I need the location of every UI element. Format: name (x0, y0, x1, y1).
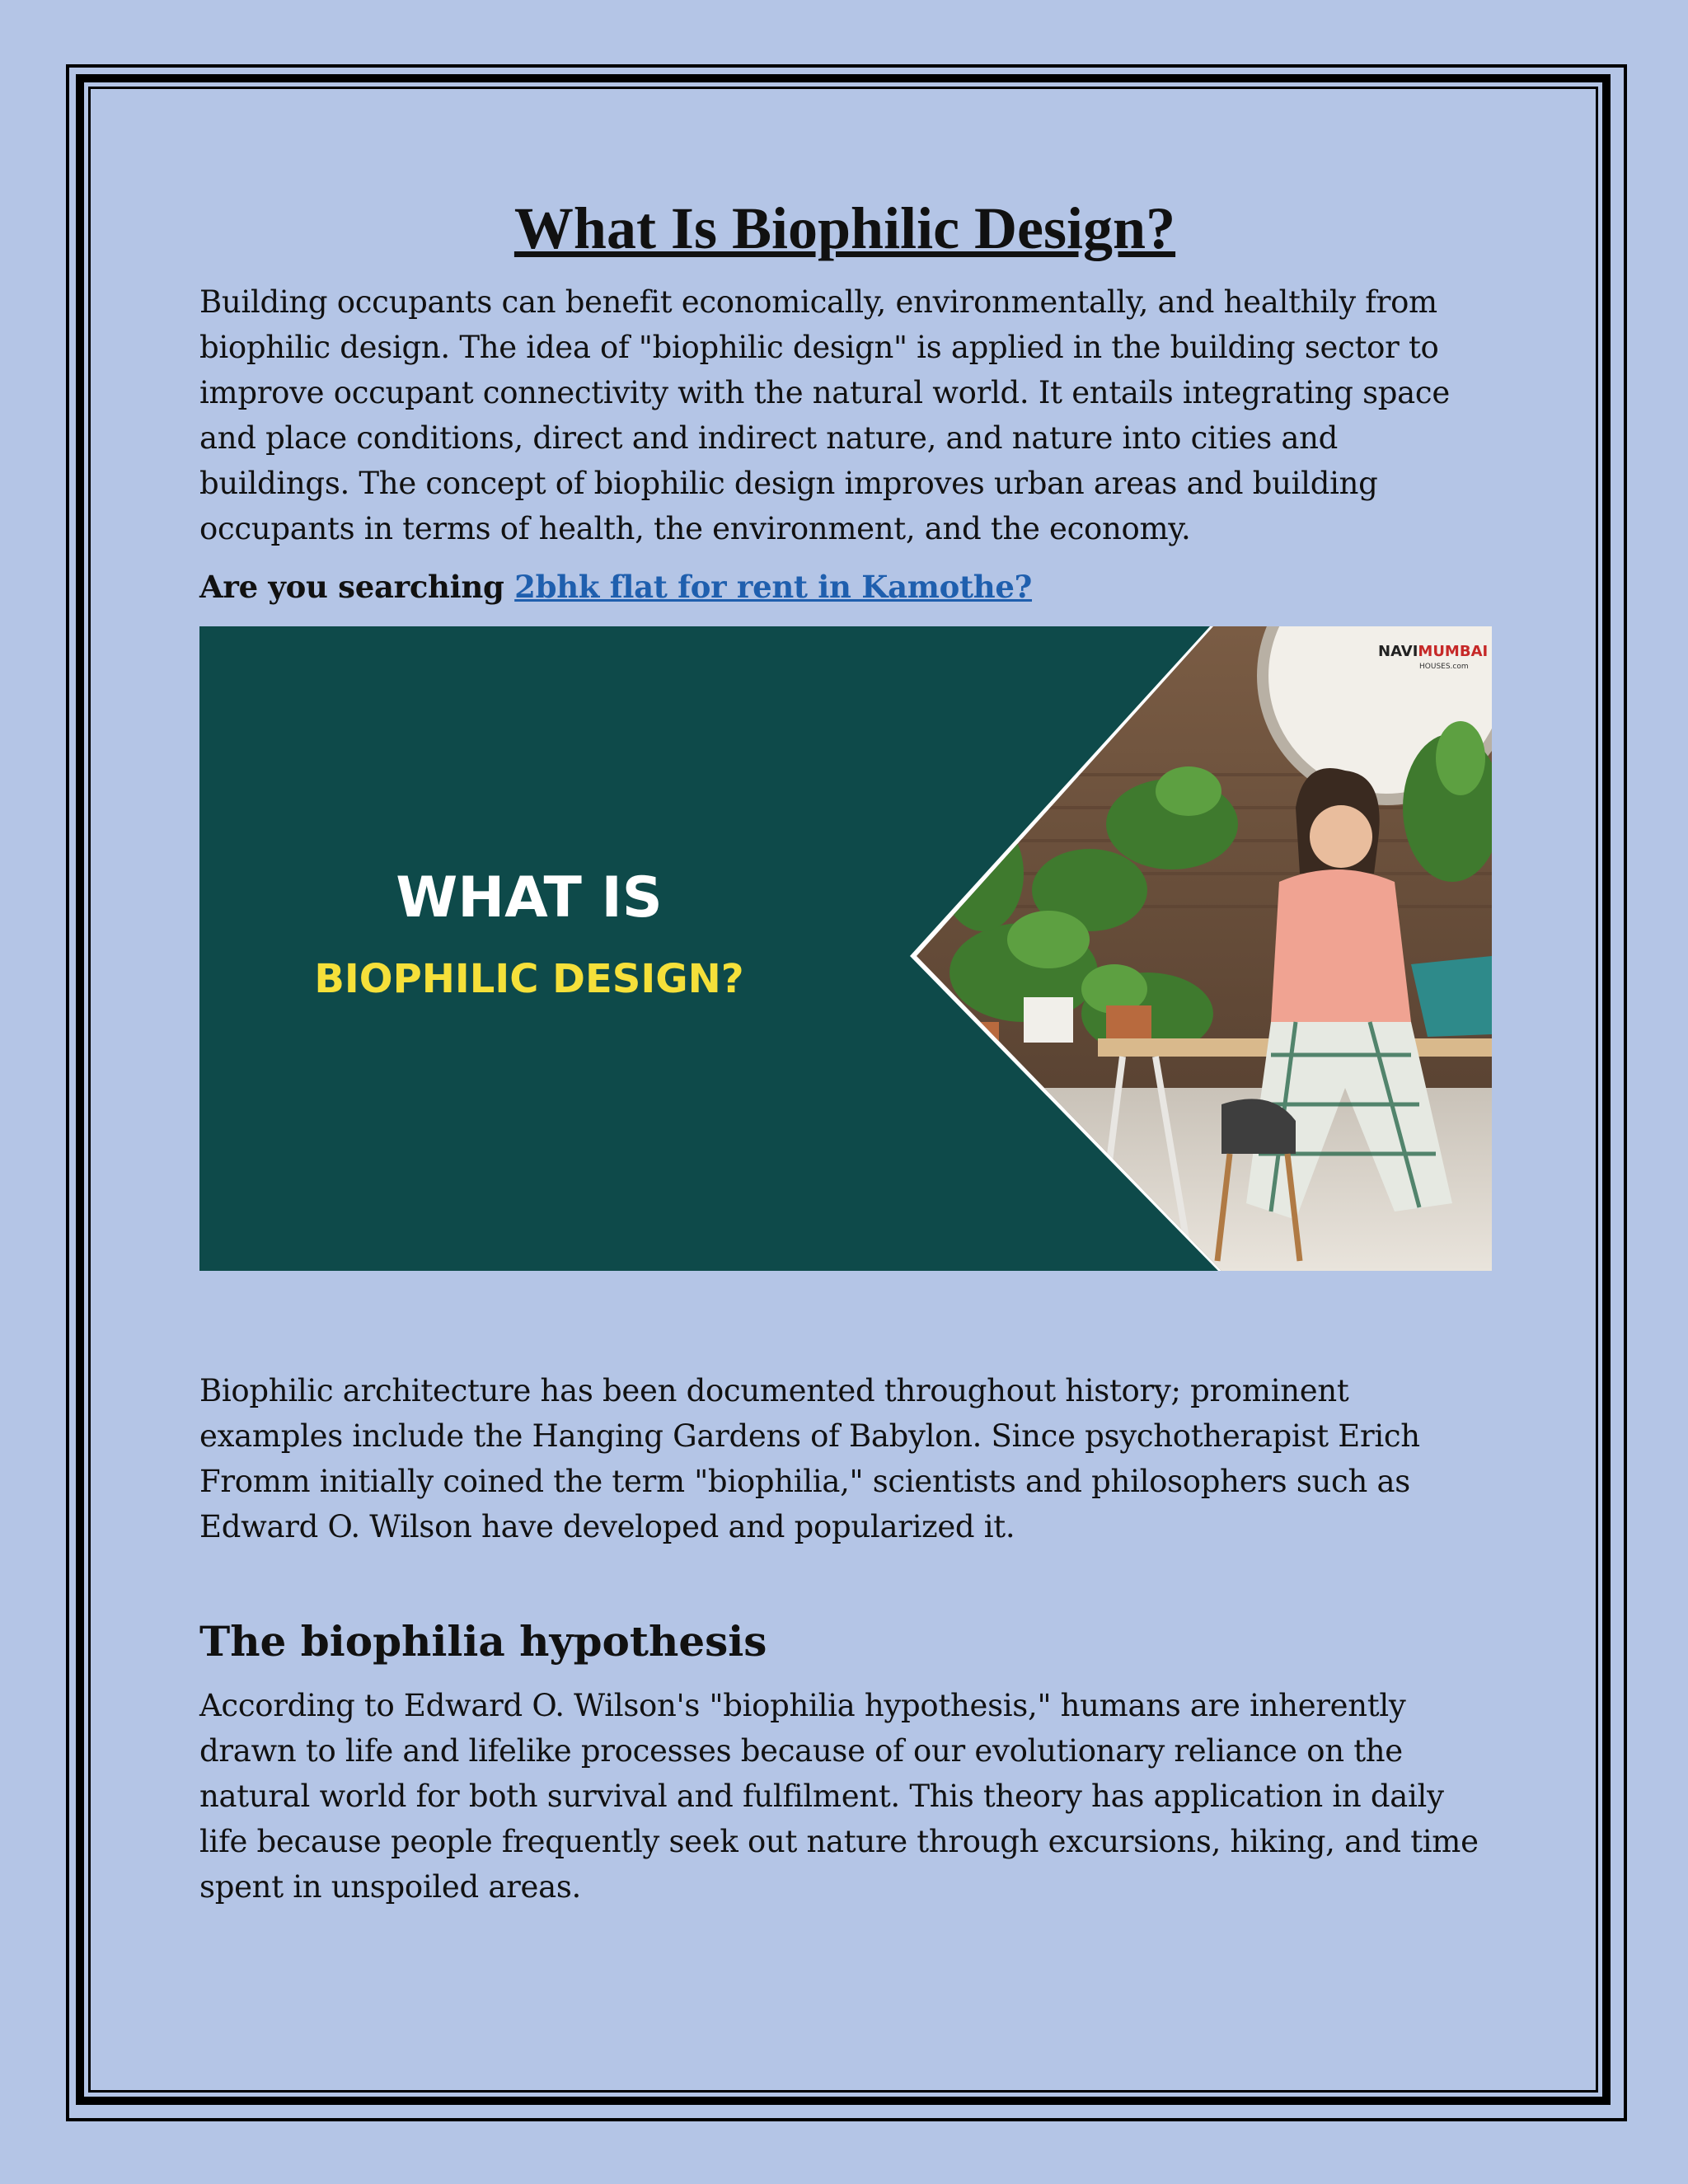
brand-logo (1378, 643, 1488, 660)
section-heading: The biophilia hypothesis (199, 1617, 767, 1666)
history-paragraph: Biophilic architecture has been documented throughout history; prominent examples include the Hanging Gardens of Babylon. Since psychotherapist Erich Fromm initially coined the term "biophilia," scientists and philosophers such as Edward O. Wilson have developed and popularized it. (199, 1373, 1420, 1545)
banner-heading-line1: WHAT IS (396, 865, 663, 931)
hypothesis-paragraph: According to Edward O. Wilson's "biophilia hypothesis," humans are inherently drawn to life and lifelike processes because of our evolutionary reliance on the natural world for both survival and fulfilment. This theory has application in daily life because people frequently seek out nature through excursions, hiking, and time spent in unspoiled areas. (199, 1688, 1479, 1905)
cta-prefix: Are you searching (199, 569, 515, 606)
rent-link[interactable]: 2bhk flat for rent in Kamothe? (514, 569, 1033, 606)
brand-logo-navi: NAVI (1378, 643, 1418, 661)
brand-logo-mumbai: MUMBAI (1418, 643, 1489, 661)
banner-photo-illustration (199, 626, 1492, 1271)
brand-logo-sub: HOUSES.com (1419, 663, 1469, 672)
cta-line (199, 565, 1490, 610)
page-title: What Is Biophilic Design? (513, 195, 1176, 261)
banner-image (199, 626, 1492, 1271)
banner-heading-line2: BIOPHILIC DESIGN? (314, 956, 744, 1003)
intro-paragraph: Building occupants can benefit economically, environmentally, and healthily from biophilic design. The idea of "biophilic design" is applied in the building sector to improve occupant connectivity with the natural world. It entails integrating space and place conditions, direct and indirect nature, and nature into cities and buildings. The concept of biophilic design improves urban areas and building occupants in terms of health, the environment, and the economy. (199, 284, 1450, 547)
document-content (199, 196, 1490, 1910)
